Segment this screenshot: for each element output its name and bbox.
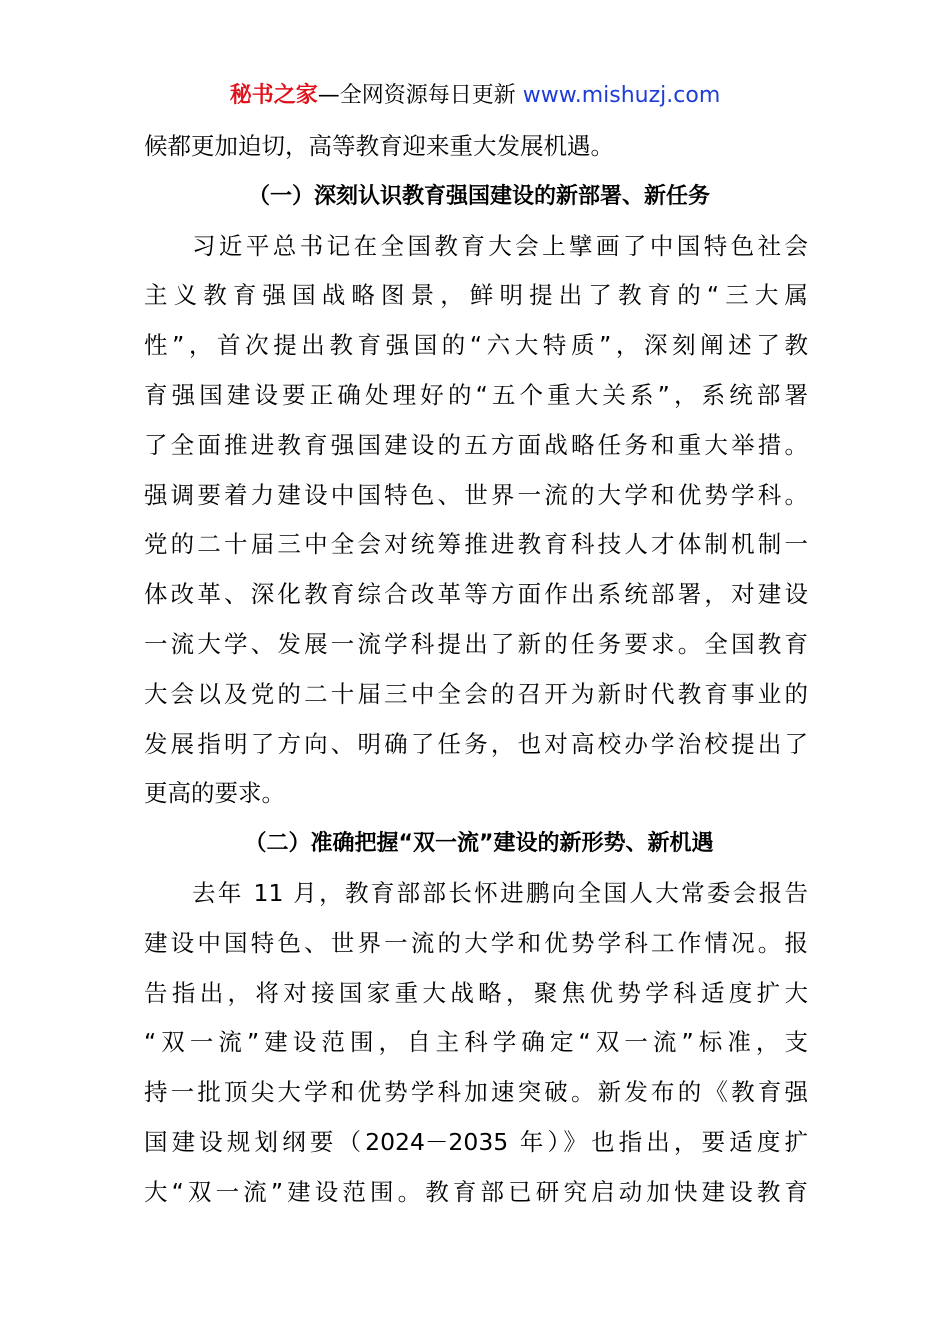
paragraph-line: “双一流”建设范围，自主科学确定“双一流”标准，支 [144, 1028, 808, 1057]
paragraph-line: 候都更加迫切，高等教育迎来重大发展机遇。 [144, 132, 614, 160]
paragraph-line: 告指出，将对接国家重大战略，聚焦优势学科适度扩大 [144, 978, 808, 1007]
site-header [0, 80, 950, 112]
paragraph-line: 性”，首次提出教育强国的“六大特质”，深刻阐述了教 [144, 331, 808, 360]
paragraph-line: 大会以及党的二十届三中全会的召开为新时代教育事业的 [144, 679, 808, 708]
section-heading-1: （一）深刻认识教育强国建设的新部署、新任务 [247, 183, 710, 209]
paragraph-line: 持一批顶尖大学和优势学科加速突破。新发布的《教育强 [144, 1078, 808, 1107]
paragraph-line: 建设中国特色、世界一流的大学和优势学科工作情况。报 [144, 928, 808, 957]
paragraph-line: 国建设规划纲要（2024－2035 年）》也指出，要适度扩 [144, 1127, 808, 1156]
paragraph-line: 育强国建设要正确处理好的“五个重大关系”，系统部署 [144, 380, 808, 409]
paragraph-line: 更高的要求。 [144, 779, 285, 808]
document-body [144, 122, 808, 1218]
paragraph-line: 习近平总书记在全国教育大会上擘画了中国特色社会 [192, 231, 808, 260]
paragraph-line: 一流大学、发展一流学科提出了新的任务要求。全国教育 [144, 629, 808, 658]
paragraph-line: 党的二十届三中全会对统筹推进教育科技人才体制机制一 [144, 530, 808, 559]
paragraph-line: 体改革、深化教育综合改革等方面作出系统部署，对建设 [144, 580, 808, 609]
paragraph-line: 去年 11 月，教育部部长怀进鹏向全国人大常委会报告 [192, 878, 808, 907]
paragraph-line: 了全面推进教育强国建设的五方面战略任务和重大举措。 [144, 430, 808, 459]
paragraph-line: 大“双一流”建设范围。教育部已研究启动加快建设教育 [144, 1177, 808, 1206]
paragraph-line: 主义教育强国战略图景，鲜明提出了教育的“三大属 [144, 281, 808, 310]
paragraph-line: 强调要着力建设中国特色、世界一流的大学和优势学科。 [144, 480, 808, 509]
paragraph-line: 发展指明了方向、明确了任务，也对高校办学治校提出了 [144, 729, 808, 758]
site-brand: 秘书之家 [229, 83, 318, 108]
site-url-link[interactable]: www.mishuzj.com [522, 83, 721, 108]
section-heading-2: （二）准确把握“双一流”建设的新形势、新机遇 [244, 831, 714, 857]
site-tagline: —全网资源每日更新 [317, 83, 516, 108]
